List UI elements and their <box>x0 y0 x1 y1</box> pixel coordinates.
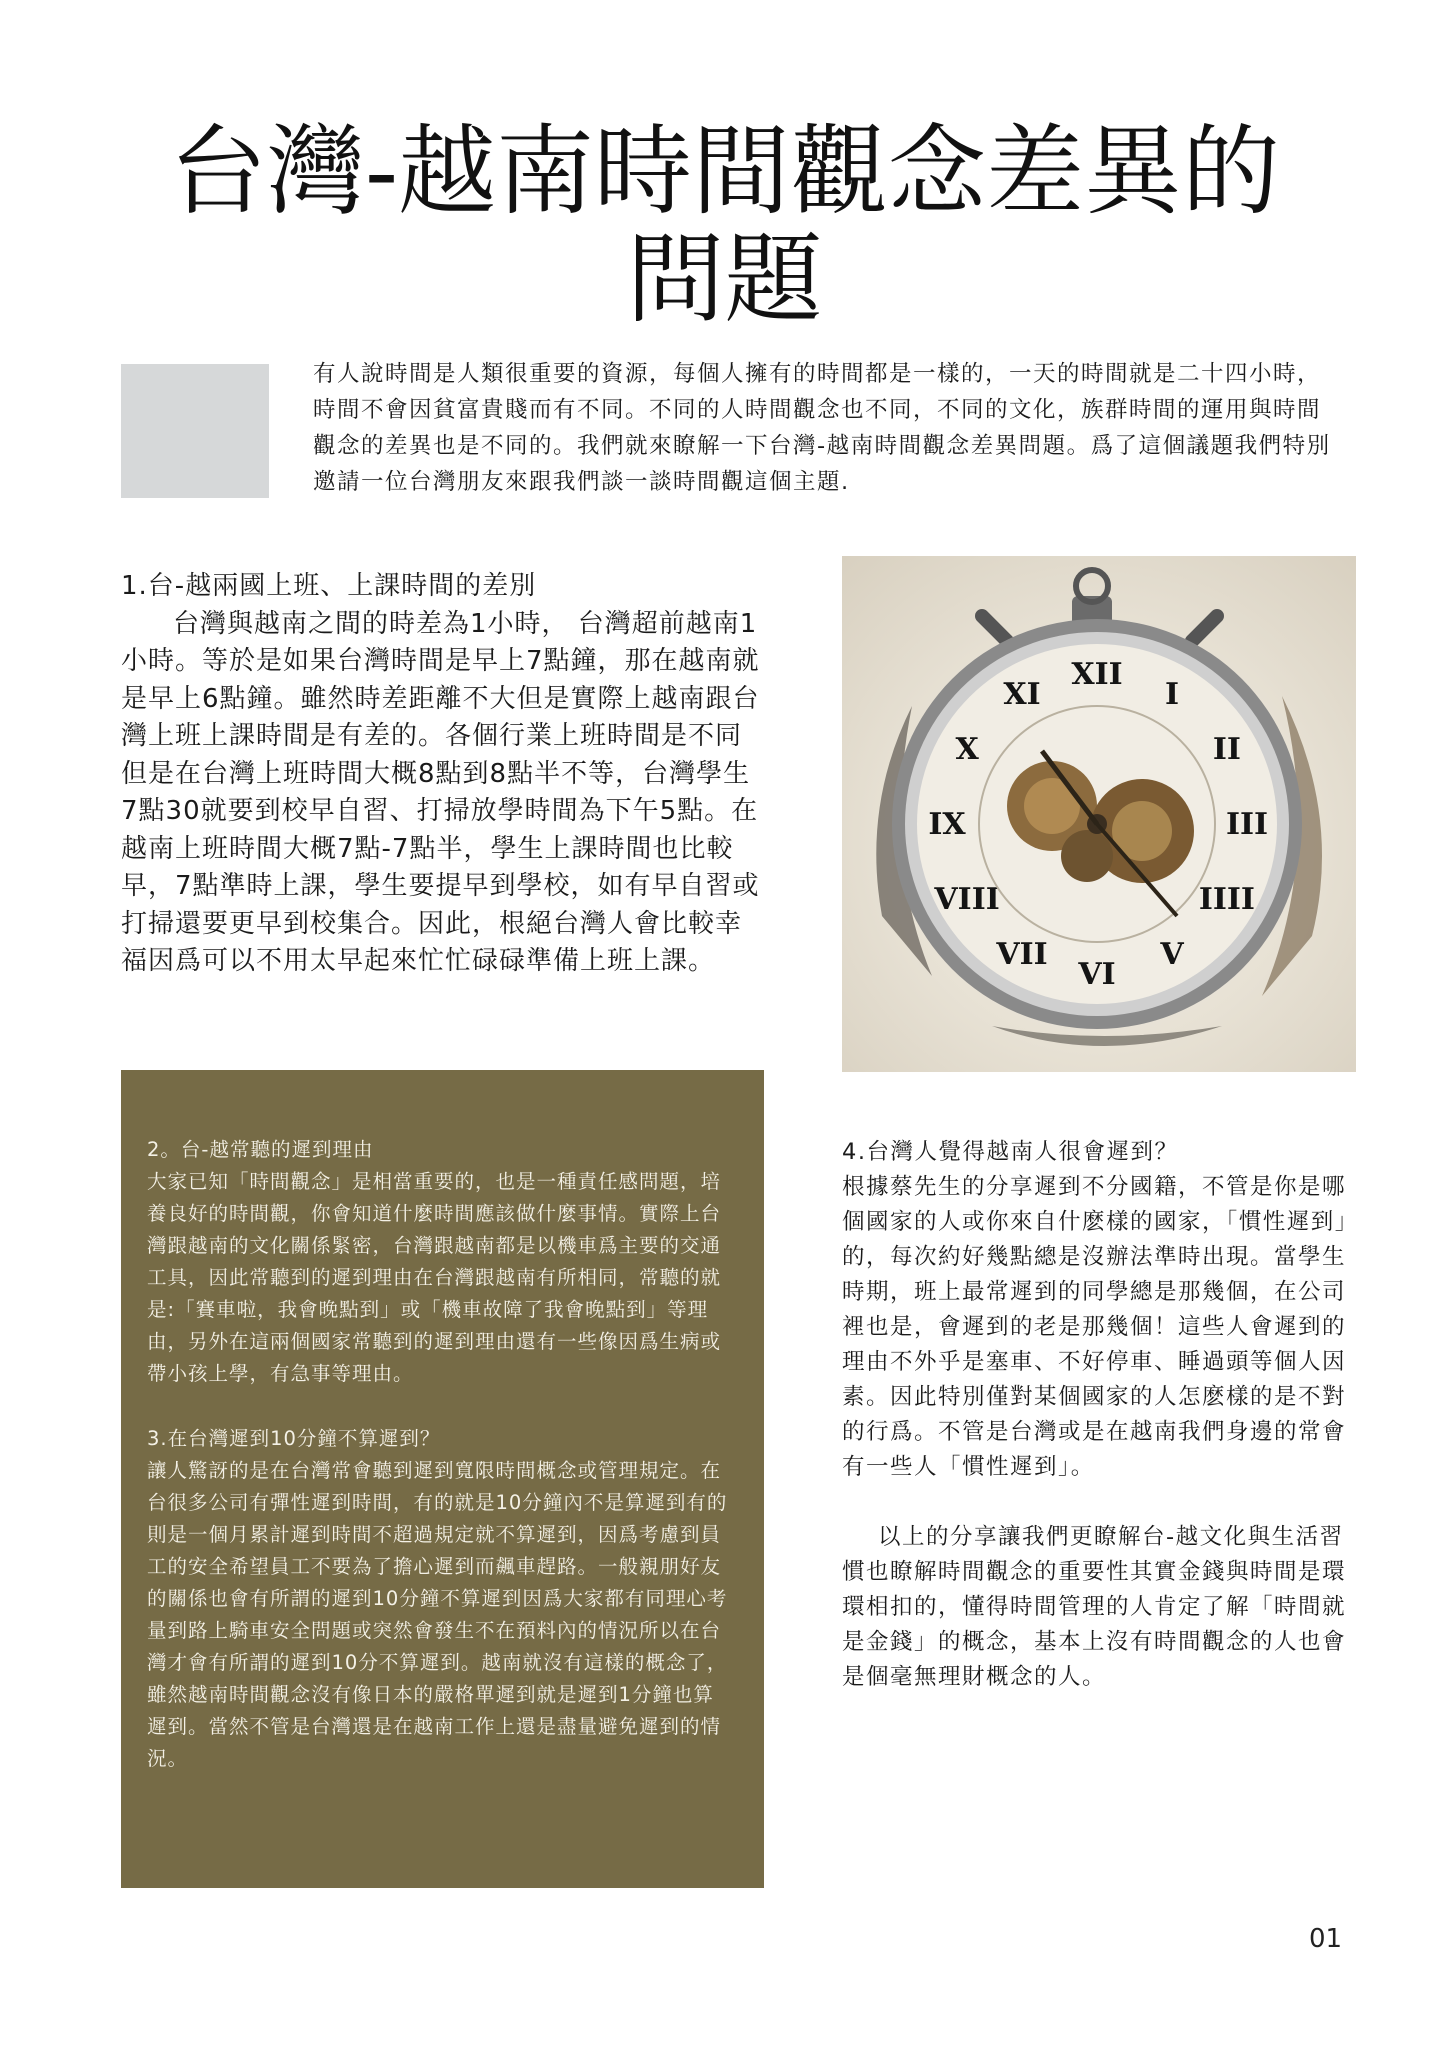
intro-paragraph: 有人說時間是人類很重要的資源，每個人擁有的時間都是一樣的，一天的時間就是二十四小時，時間不會因貧富貴賤而有不同。不同的人時間觀念也不同，不同的文化，族群時間的運用與時間觀念的差異也是不同的。我們就來瞭解一下台灣-越南時間觀念差異問題。爲了這個議題我們特別邀請一位台灣朋友來跟我們談一談時間觀這個主題. <box>313 361 1331 495</box>
placeholder-image-box <box>121 364 269 498</box>
clock-numeral: XII <box>1071 657 1123 692</box>
section-4 <box>842 1135 1362 1695</box>
clock-numeral: V <box>1160 936 1184 972</box>
olive-panel <box>121 1070 764 1888</box>
section-3-body: 讓人驚訝的是在台灣常會聽到遲到寬限時間概念或管理規定。在台很多公司有彈性遲到時間，有的就是10分鐘內不是算遲到有的則是一個月累計遲到時間不超過規定就不算遲到，因爲考慮到員工的安全希望員工不要為了擔心遲到而飆車趕路。一般親朋好友的關係也會有所謂的遲到10分鐘不算遲到因爲大家都有同理心考量到路上騎車安全問題或突然會發生不在預料內的情況所以在台灣才會有所謂的遲到10分不算遲到。越南就沒有這樣的概念了，雖然越南時間觀念沒有像日本的嚴格單遲到就是遲到1分鐘也算遲到。當然不管是台灣還是在越南工作上還是盡量避免遲到的情況。 <box>147 1459 728 1770</box>
section-1-body: 台灣與越南之間的時差為1小時， 台灣超前越南1小時。等於是如果台灣時間是早上7點鐘，那在越南就是早上6點鐘。雖然時差距離不大但是實際上越南跟台灣上班上課時間是有差的。各個行業上班時間是不同但是在台灣上班時間大概8點到8點半不等，台灣學生7點30就要到校早自習、打掃放學時間為下午5點。在越南上班時間大概7點-7點半，學生上課時間也比較早，7點準時上課，學生要提早到學校，如有早自習或打掃還要更早到校集合。因此，根絕台灣人會比較幸福因爲可以不用太早起來忙忙碌碌準備上班上課。 <box>121 608 760 976</box>
section-1-heading: 1.台-越兩國上班、上課時間的差別 <box>121 571 537 601</box>
section-2-body: 大家已知「時間觀念」是相當重要的，也是一種責任感問題，培養良好的時間觀，你會知道什麼時間應該做什麼事情。實際上台灣跟越南的文化關係緊密，台灣跟越南都是以機車爲主要的交通工具，因此常聽到的遲到理由在台灣跟越南有所相同，常聽的就是:「賽車啦，我會晚點到」或「機車故障了我會晚點到」等理由，另外在這兩個國家常聽到的遲到理由還有一些像因爲生病或帶小孩上學，有急事等理由。 <box>147 1170 722 1385</box>
clock-numeral: VII <box>996 936 1048 972</box>
conclusion-paragraph: 以上的分享讓我們更瞭解台-越文化與生活習慣也瞭解時間觀念的重要性其實金錢與時間是環環相扣的，懂得時間管理的人肯定了解「時間就是金錢」的概念，基本上沒有時間觀念的人也會是個毫無理財概念的人。 <box>842 1524 1347 1690</box>
page-title: 台灣-越南時間觀念差異的問題 <box>168 115 1281 337</box>
clock-numeral: I <box>1164 677 1180 713</box>
page-number: 01 <box>1309 1924 1343 1954</box>
clock-numeral: II <box>1212 732 1241 767</box>
section-4-heading: 4.台灣人覺得越南人很會遲到？ <box>842 1139 1179 1165</box>
clock-numeral: III <box>1225 807 1269 842</box>
section-2-heading: 2。台-越常聽的遲到理由 <box>147 1138 374 1161</box>
clock-numeral: XI <box>1003 677 1041 713</box>
section-4-body: 根據蔡先生的分享遲到不分國籍，不管是你是哪個國家的人或你來自什麽樣的國家，「慣性遲到」的，每次約好幾點總是沒辦法準時出現。當學生時期，班上最常遲到的同學總是那幾個，在公司裡也是，會遲到的老是那幾個！這些人會遲到的理由不外乎是塞車、不好停車、睡過頭等個人因素。因此特別僅對某個國家的人怎麽樣的是不對的行爲。不管是台灣或是在越南我們身邊的常會有一些人「慣性遲到」。 <box>842 1174 1359 1480</box>
clock-numeral: IX <box>928 807 966 842</box>
clock-numeral: X <box>955 732 979 767</box>
clock-numeral: VIII <box>934 882 1000 917</box>
section-3-heading: 3.在台灣遲到10分鐘不算遲到？ <box>147 1427 441 1450</box>
clock-numeral: IIII <box>1198 882 1255 917</box>
section-1 <box>121 568 761 981</box>
clock-numeral: VI <box>1078 957 1116 992</box>
clock-illustration <box>842 556 1356 1072</box>
